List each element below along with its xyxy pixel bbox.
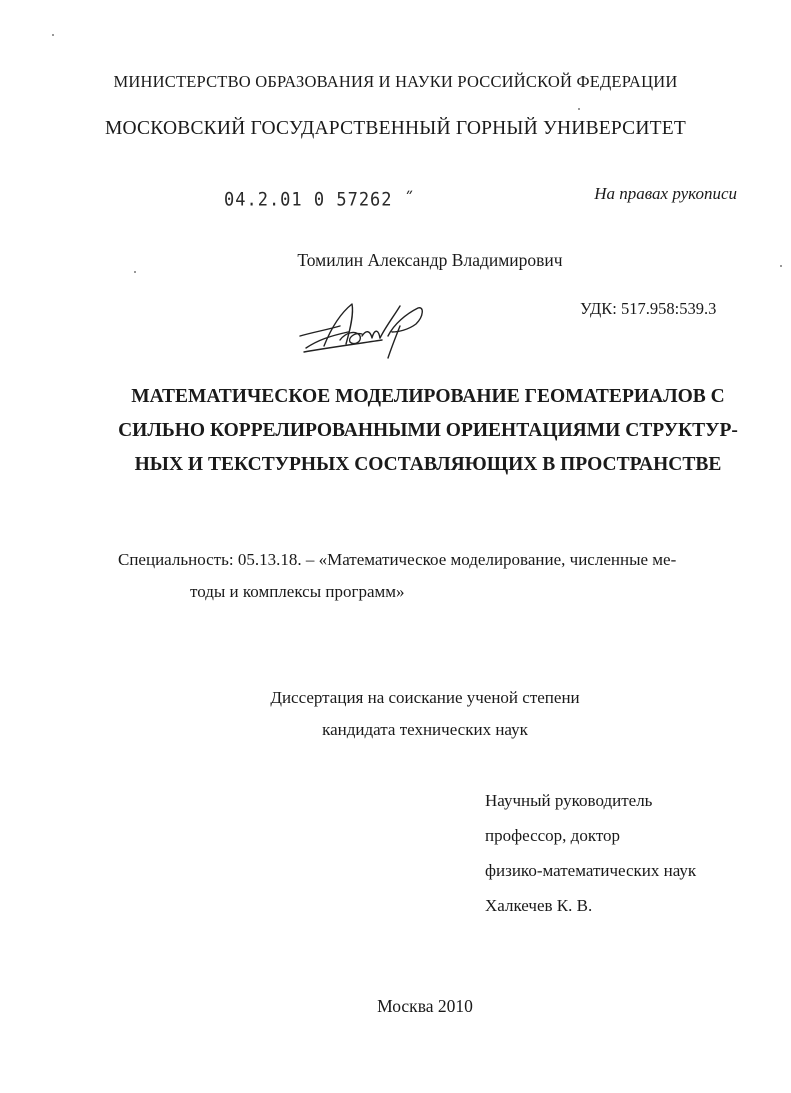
rights-note: На правах рукописи <box>594 184 737 203</box>
title-line: МАТЕМАТИЧЕСКОЕ МОДЕЛИРОВАНИЕ ГЕОМАТЕРИАЛОВ С <box>131 386 725 407</box>
registration-stamp: 04.2.01 0 57262 ˝ <box>224 188 415 212</box>
author-signature <box>296 296 436 362</box>
city-year: Москва 2010 <box>377 996 473 1016</box>
scan-speck <box>780 265 782 267</box>
title-line: СИЛЬНО КОРРЕЛИРОВАННЫМИ ОРИЕНТАЦИЯМИ СТРУКТУР- <box>118 420 738 441</box>
specialty-block <box>118 544 738 608</box>
scan-speck <box>52 34 54 36</box>
supervisor-block <box>485 783 696 923</box>
dissertation-title <box>0 380 791 482</box>
university-heading: МОСКОВСКИЙ ГОСУДАРСТВЕННЫЙ ГОРНЫЙ УНИВЕРСИТЕТ <box>104 118 686 139</box>
scan-speck <box>134 271 136 273</box>
degree-statement <box>0 682 791 746</box>
degree-line: кандидата технических наук <box>322 720 528 739</box>
udc-code: УДК: 517.958:539.3 <box>580 299 717 318</box>
specialty-line: Специальность: 05.13.18. – «Математическое моделирование, численные ме- <box>118 550 677 569</box>
title-line: НЫХ И ТЕКСТУРНЫХ СОСТАВЛЯЮЩИХ В ПРОСТРАНСТВЕ <box>134 454 722 475</box>
ministry-heading: МИНИСТЕРСТВО ОБРАЗОВАНИЯ И НАУКИ РОССИЙСКОЙ ФЕДЕРАЦИИ <box>113 72 678 91</box>
supervisor-line: Научный руководитель <box>485 791 653 810</box>
supervisor-line: профессор, доктор <box>485 826 621 845</box>
supervisor-line: Халкечев К. В. <box>485 896 593 915</box>
supervisor-line: физико-математических наук <box>485 861 697 880</box>
degree-line: Диссертация на соискание ученой степени <box>270 688 580 707</box>
scan-speck <box>578 108 580 110</box>
author-name: Томилин Александр Владимирович <box>297 250 563 270</box>
specialty-line: тоды и комплексы программ» <box>190 582 405 601</box>
